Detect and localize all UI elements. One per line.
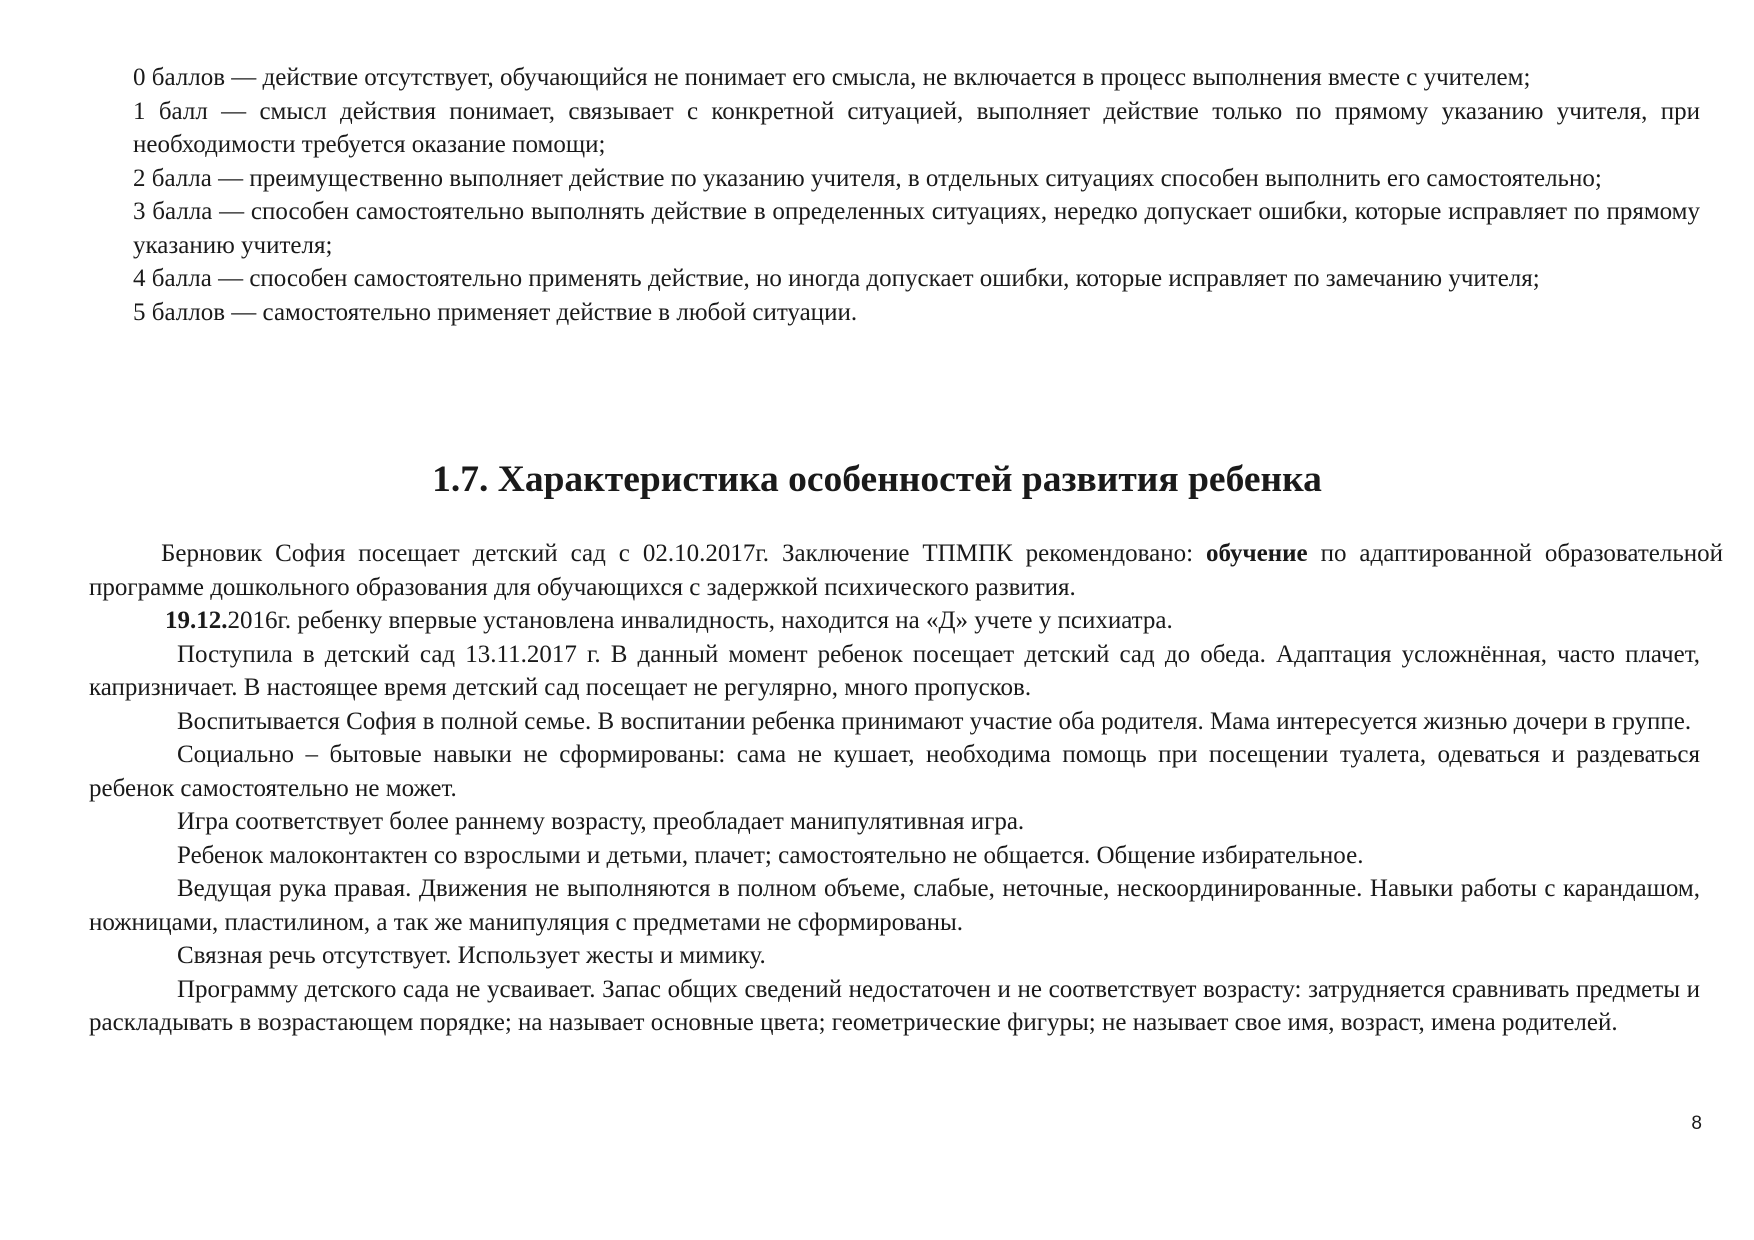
intro-bold-term: обучение (1206, 540, 1308, 567)
paragraph-family: Воспитывается София в полной семье. В воспитании ребенка принимают участие оба родителя. Мама интересуется жизнью дочери в группе. (177, 707, 1692, 735)
score-criterion-4: 4 балла — способен самостоятельно применять действие, но иногда допускает ошибки, которые исправляет по замечанию учителя; (133, 265, 1540, 292)
paragraph-speech: Связная речь отсутствует. Использует жесты и мимику. (177, 942, 766, 969)
section-heading: 1.7. Характеристика особенностей развития ребенка (432, 459, 1322, 500)
score-criterion-3: 3 балла — способен самостоятельно выполнять действие в определенных ситуациях, нередко допускает ошибки, которые исправляет по прямому указанию учителя; (133, 198, 1700, 259)
paragraph-communication: Ребенок малоконтактен со взрослыми и детьми, плачет; самостоятельно не общается. Общение избирательное. (177, 841, 1364, 869)
intro-text-end: по адаптированной образовательной программе дошкольного образования для обучающихся с задержкой психического развития. (89, 540, 1723, 601)
score-criterion-0: 0 баллов — действие отсутствует, обучающийся не понимает его смысла, не включается в процесс выполнения вместе с учителем; (133, 64, 1531, 91)
intro-text-start: Берновик София посещает детский сад с 02.10.2017г. Заключение ТПМПК рекомендовано: (161, 540, 1206, 567)
disability-paragraph (89, 604, 1700, 638)
page-number: 8 (1691, 1113, 1702, 1134)
disability-text: 2016г. ребенку впервые установлена инвалидность, находится на «Д» учете у психиатра. (227, 607, 1173, 634)
disability-date: 19.12. (165, 607, 228, 634)
paragraph-motor-skills: Ведущая рука правая. Движения не выполняются в полном объеме, слабые, неточные, нескоординированные. Навыки работы с карандашом, ножницами, пластилином, а так же манипуляция с предметами не сформированы. (89, 875, 1700, 936)
paragraph-program: Программу детского сада не усваивает. Запас общих сведений недостаточен и не соответствует возрасту: затрудняется сравнивать предметы и раскладывать в возрастающем порядке; на называет основные цвета; геометрические фигуры; не называет свое имя, возраст, имена родителей. (89, 975, 1700, 1036)
paragraph-play: Игра соответствует более раннему возрасту, преобладает манипулятивная игра. (177, 808, 1025, 835)
score-criterion-1: 1 балл — смысл действия понимает, связывает с конкретной ситуацией, выполняет действие только по прямому указанию учителя, при необходимости требуется оказание помощи; (133, 97, 1700, 158)
child-characteristics (89, 537, 1723, 1040)
paragraph-admission: Поступила в детский сад 13.11.2017 г. В данный момент ребенок посещает детский сад до обеда. Адаптация усложнённая, часто плачет, капризничает. В настоящее время детский сад посещает не регулярно, много пропусков. (89, 640, 1700, 701)
intro-paragraph (89, 537, 1723, 604)
score-criterion-5: 5 баллов — самостоятельно применяет действие в любой ситуации. (133, 298, 858, 326)
score-criterion-2: 2 балла — преимущественно выполняет действие по указанию учителя, в отдельных ситуациях способен выполнить его самостоятельно; (133, 164, 1602, 192)
score-criteria-list (133, 61, 1700, 329)
paragraph-social-skills: Социально – бытовые навыки не сформированы: сама не кушает, необходима помощь при посещении туалета, одеваться и раздеваться ребенок самостоятельно не может. (89, 741, 1700, 802)
